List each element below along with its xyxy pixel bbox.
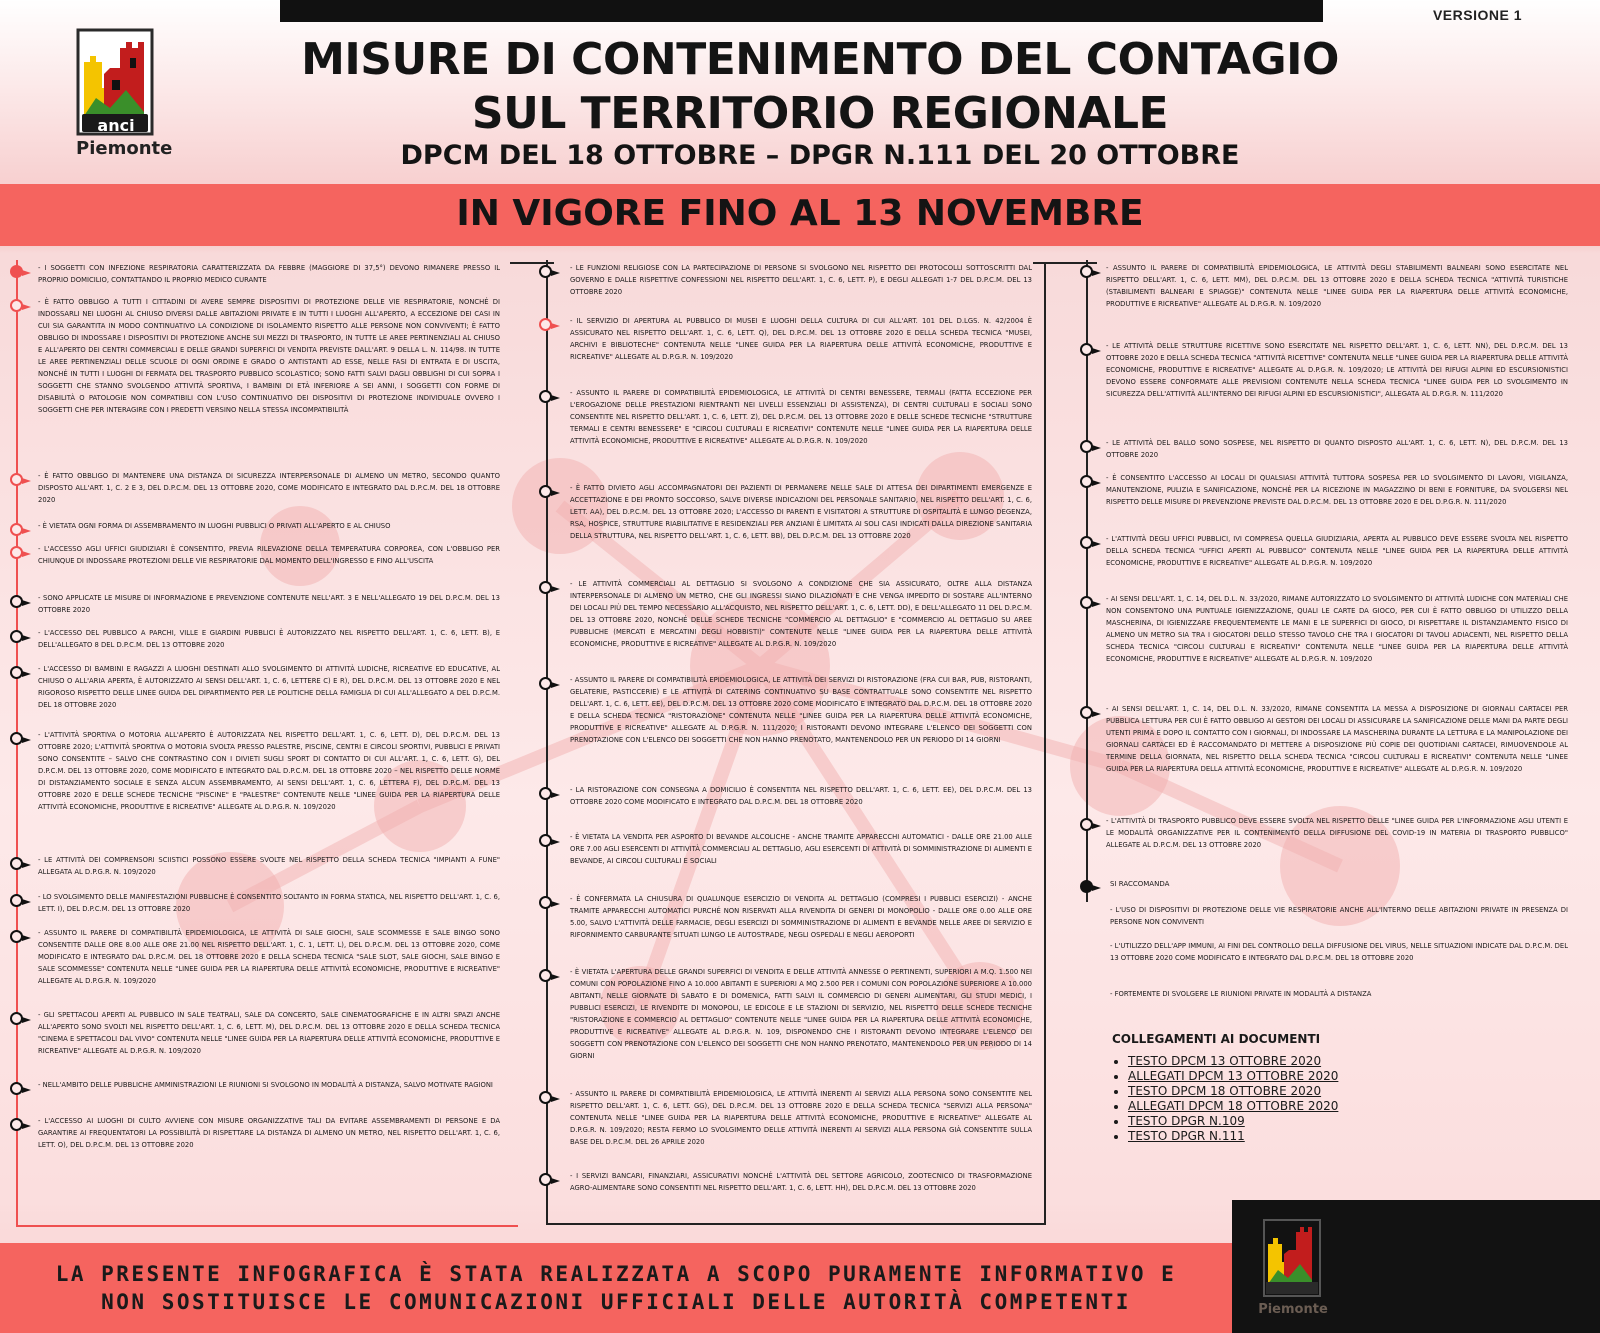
timeline-marker-icon (1080, 475, 1093, 488)
measure-item: - I SOGGETTI CON INFEZIONE RESPIRATORIA CARATTERIZZATA DA FEBBRE (MAGGIORE DI 37,5°) DEVONO RIMANERE PRESSO IL PROPRIO DOMICILIO, CONTATTANDO IL PROPRIO MEDICO CURANTE (38, 264, 500, 284)
measure-item: - LA RISTORAZIONE CON CONSEGNA A DOMICILIO È CONSENTITA NEL RISPETTO DELL'ART. 1, C. 6, LETT. EE), DEL D.P.C.M. DEL 13 OTTOBRE 2020 COME MODIFICATO E INTEGRATO DAL D.P.C.M. DEL 18 OTTOBRE 2020 (570, 786, 1032, 806)
measure-item: - È FATTO OBBLIGO DI MANTENERE UNA DISTANZA DI SICUREZZA INTERPERSONALE DI ALMENO UN METRO, SECONDO QUANTO DISPOSTO ALL'ART. 1, C. 2 E 3, DEL D.P.C.M. DEL 13 OTTOBRE 2020, COME MODIFICATO E INTEGRATO DAL D.P.C.M. DEL 18 OTTOBRE 2020 (38, 472, 500, 504)
timeline-marker-icon (10, 1118, 23, 1131)
column-right (1080, 262, 1568, 902)
timeline-marker-icon (539, 318, 552, 331)
timeline-marker-icon (10, 857, 23, 870)
column-middle (544, 262, 1032, 1225)
subtitle: DPCM DEL 18 OTTOBRE – DPGR N.111 DEL 20 OTTOBRE (400, 140, 1240, 171)
timeline-marker-icon (539, 485, 552, 498)
timeline-marker-icon (539, 677, 552, 690)
timeline-marker-icon (1080, 880, 1093, 893)
measure-item: - L'ATTIVITÀ DEGLI UFFICI PUBBLICI, IVI COMPRESA QUELLA GIUDIZIARIA, APERTA AL PUBBLICO DEVE ESSERE SVOLTA NEL RISPETTO DELLA SCHEDA TECNICA "UFFICI APERTI AL PUBBLICO" CONTENUTA NELLE "LINEE GUIDA PER LA RIAPERTURA DELLE ATTIVITÀ ECONOMICHE, PRODUTTIVE E RICREATIVE" ALLEGATE AL D.P.G.R. N. 109/2020 (1106, 535, 1568, 567)
measure-item: - ASSUNTO IL PARERE DI COMPATIBILITÀ EPIDEMIOLOGICA, LE ATTIVITÀ DEI SERVIZI DI RISTORAZIONE (FRA CUI BAR, PUB, RISTORANTI, GELATERIE, PASTICCERIE) E LE ATTIVITÀ DI CATERING CONTINUATIVO SU BASE CONTRATTUALE SONO CONSENTITE NEL RISPETTO DELL'ART. 1, C. 6, LETT. EE), DEL D.P.C.M. DEL 13 OTTOBRE 2020 COME MODIFICATO E INTEGRATO DAL D.P.C.M. DEL 18 OTTOBRE 2020 E DELLA SCHEDA TECNICA "RISTORAZIONE" CONTENUTA NELLE "LINEE GUIDA PER LA RIAPERTURA DELLE ATTIVITÀ ECONOMICHE, PRODUTTIVE E RICREATIVE" ALLEGATE AL D.P.G.R. N. 111/2020; I RISTORANTI DEVONO INTEGRARE L'ELENCO DEI SOGGETTI CON PRENOTAZIONE CON L'ELENCO DEI SOGGETTI CHE NON HANNO PRENOTATO, MANTENENDOLO PER UN PERIODO DI 14 GIORNI (570, 676, 1032, 744)
measure-item: - I SERVIZI BANCARI, FINANZIARI, ASSICURATIVI NONCHÉ L'ATTIVITÀ DEL SETTORE AGRICOLO, ZOOTECNICO DI TRASFORMAZIONE AGRO-ALIMENTARE SONO CONSENTITI NEL RISPETTO DELL'ART. 1, C. 6, LETT. HH), DEL D.P.C.M. DEL 13 OTTOBRE 2020 (570, 1172, 1032, 1192)
timeline-marker-icon (10, 299, 23, 312)
timeline-marker-icon (10, 630, 23, 643)
measure-item: - È CONFERMATA LA CHIUSURA DI QUALUNQUE ESERCIZIO DI VENDITA AL DETTAGLIO (COMPRESI I PUBBLICI ESERCIZI) - ANCHE TRAMITE APPARECCHI AUTOMATICI PURCHÉ NON RISERVATI ALLA RIVENDITA DI GENERI DI MONOPOLIO - DALLE ORE 0.00 ALLE ORE 5.00, SALVO L'ATTIVITÀ DELLE FARMACIE, DEGLI ESERCIZI DI SOMMINISTRAZIONE DI ALIMENTI E BEVANDE NELLE AREE DI SERVIZIO E RIFORNIMENTO CARBURANTE SITUATI LUNGO LE AUTOSTRADE, NEGLI OSPEDALI E NEGLI AEROPORTI (570, 895, 1032, 939)
main-title-line2: SUL TERRITORIO REGIONALE (471, 88, 1169, 139)
timeline-marker-icon (1080, 536, 1093, 549)
top-black-bar (280, 0, 1323, 22)
document-link[interactable]: • TESTO DPCM 13 OTTOBRE 2020 (1128, 1054, 1338, 1069)
timeline-marker-icon (539, 1091, 552, 1104)
footer-logo-text: Piemonte (1258, 1302, 1328, 1317)
document-link[interactable]: • TESTO DPCM 18 OTTOBRE 2020 (1128, 1084, 1338, 1099)
timeline-marker-icon (10, 930, 23, 943)
footer-line2: NON SOSTITUISCE LE COMUNICAZIONI UFFICIALI DELLE AUTORITÀ COMPETENTI (101, 1290, 1131, 1314)
footer-logo-box (1232, 1200, 1600, 1333)
measure-item: - NELL'AMBITO DELLE PUBBLICHE AMMINISTRAZIONI LE RIUNIONI SI SVOLGONO IN MODALITÀ A DISTANZA, SALVO MOTIVATE RAGIONI (38, 1081, 493, 1089)
anci-logo (76, 28, 172, 160)
measure-item: - LE ATTIVITÀ DELLE STRUTTURE RICETTIVE SONO ESERCITATE NEL RISPETTO DELL'ART. 1, C. 6, LETT. NN), DEL D.P.C.M. DEL 13 OTTOBRE 2020 E DELLA SCHEDA TECNICA "ATTIVITÀ RICETTIVE" CONTENUTA NELLE "LINEE GUIDA PER LA RIAPERTURA DELLE ATTIVITÀ ECONOMICHE, PRODUTTIVE E RICREATIVE" ALLEGATE AL D.P.G.R. N. 109/2020; LE ATTIVITÀ DEI RIFUGI ALPINI ED ESCURSIONISTICI DEVONO ESSERE CONFORMATE ALLE PREVISIONI CONTENUTE NELLA SCHEDA TECNICA "LINEE GUIDA PER LO SVOLGIMENTO IN SICUREZZA DELL'ATTIVITÀ ALL'INTERNO DEI RIFUGI ALPINI ED ESCURSIONISTICI", ALLEGATA AL D.P.G.R. N. 111/2020 (1106, 342, 1568, 398)
timeline-marker-icon (10, 732, 23, 745)
timeline-marker-icon (539, 896, 552, 909)
measure-item: - IL SERVIZIO DI APERTURA AL PUBBLICO DI MUSEI E LUOGHI DELLA CULTURA DI CUI ALL'ART. 101 DEL D.LGS. N. 42/2004 È ASSICURATO NEL RISPETTO DELL'ART. 1, C. 6, LETT. Q), DEL D.P.C.M. DEL 13 OTTOBRE 2020 E DELLA SCHEDA TECNICA "MUSEI, ARCHIVI E BIBLIOTECHE" CONTENUTA NELLE "LINEE GUIDA PER LA RIAPERTURA DELLE ATTIVITÀ ECONOMICHE, PRODUTTIVE E RICREATIVE" ALLEGATE AL D.P.G.R. N. 109/2020 (570, 317, 1032, 361)
timeline-marker-icon (10, 595, 23, 608)
document-link[interactable]: • ALLEGATI DPCM 13 OTTOBRE 2020 (1128, 1069, 1338, 1084)
timeline-marker-icon (10, 523, 23, 536)
entries-middle (544, 262, 1032, 1225)
document-link[interactable]: • TESTO DPGR N.109 (1128, 1114, 1338, 1129)
timeline-marker-icon (10, 1012, 23, 1025)
timeline-marker-icon (539, 390, 552, 403)
timeline-marker-icon (1080, 706, 1093, 719)
measure-item: - ASSUNTO IL PARERE DI COMPATIBILITÀ EPIDEMIOLOGICA, LE ATTIVITÀ DI CENTRI BENESSERE, TERMALI (FATTA ECCEZIONE PER L'EROGAZIONE DELLE PRESTAZIONI RIENTRANTI NEI LIVELLI ESSENZIALI DI ASSISTENZA), DI CENTRI CULTURALI E SOCIALI SONO CONSENTITE NEL RISPETTO DELL'ART. 1, C. 6, LETT. Z), DEL D.P.C.M. DEL 13 OTTOBRE 2020 E DELLE SCHEDE TECNICHE "STRUTTURE TERMALI E CENTRI BENESSERE" E "CIRCOLI CULTURALI E RICREATIVI" CONTENUTE NELLE "LINEE GUIDA PER LA RIAPERTURA DELLE ATTIVITÀ ECONOMICHE, PRODUTTIVE E RICREATIVE" ALLEGATE AL D.P.G.R. N. 109/2020 (570, 389, 1032, 445)
measure-item: - LE ATTIVITÀ DEI COMPRENSORI SCIISTICI POSSONO ESSERE SVOLTE NEL RISPETTO DELLA SCHEDA TECNICA "IMPIANTI A FUNE" ALLEGATA AL D.P.G.R. N. 109/2020 (38, 856, 500, 876)
timeline-marker-icon (10, 666, 23, 679)
measure-item: - LE ATTIVITÀ DEL BALLO SONO SOSPESE, NEL RISPETTO DI QUANTO DISPOSTO ALL'ART. 1, C. 6, LETT. N), DEL D.P.C.M. DEL 13 OTTOBRE 2020 (1106, 439, 1568, 459)
recommend-item: - L'USO DI DISPOSITIVI DI PROTEZIONE DELLE VIE RESPIRATORIE ANCHE ALL'INTERNO DELLE ABITAZIONI PRIVATE IN PRESENZA DI PERSONE NON CONVIVENTI (1110, 906, 1568, 926)
timeline-marker-icon (539, 834, 552, 847)
measure-item: - AI SENSI DELL'ART. 1, C. 14, DEL D.L. N. 33/2020, RIMANE CONSENTITA LA MESSA A DISPOSIZIONE DI GIORNALI CARTACEI PER PUBBLICA LETTURA PER CUI È FATTO OBBLIGO AI GESTORI DEI LOCALI DI ASSICURARE LA SANIFICAZIONE DELLE MANI DA PARTE DEGLI UTENTI PRIMA E DOPO IL CONTATTO CON I GIORNALI, DI INDOSSARE LA MASCHERINA DURANTE LA LETTURA E LA MANIPOLAZIONE DEI GIORNALI CARTACEI ED È RACCOMANDATO DI METTERE A DISPOSIZIONE PIÙ COPIE DEI QUOTIDIANI CARTACEI, RIMUOVENDOLE AL TERMINE DELLA GIORNATA, NEL RISPETTO DELLA SCHEDA TECNICA "CIRCOLI CULTURALI E RICREATIVI" CONTENUTA NELLE "LINEE GUIDA PER LA RIAPERTURA DELLA ATTIVITÀ ECONOMICHE, PRODUTTIVE E RICREATIVE" ALLEGATE AL D.P.G.R. N. 109/2020 (1106, 705, 1568, 773)
measure-item: - L'ACCESSO AGLI UFFICI GIUDIZIARI È CONSENTITO, PREVIA RILEVAZIONE DELLA TEMPERATURA CORPOREA, CON L'OBBLIGO PER CHIUNQUE DI INDOSSARE PROTEZIONI DELLE VIE RESPIRATORIE DAL MOMENTO DELL'INGRESSO E FINO ALL'USCITA (38, 545, 500, 565)
entries-right (1080, 262, 1568, 902)
recommend-item: - FORTEMENTE DI SVOLGERE LE RIUNIONI PRIVATE IN MODALITÀ A DISTANZA (1110, 990, 1372, 998)
timeline-marker-icon (1080, 265, 1093, 278)
timeline-marker-icon (539, 581, 552, 594)
measure-item: - L'ACCESSO DEL PUBBLICO A PARCHI, VILLE E GIARDINI PUBBLICI È AUTORIZZATO NEL RISPETTO DELL'ART. 1, C. 6, LETT. B), E DELL'ALLEGATO 8 DEL D.P.C.M. DEL 13 OTTOBRE 2020 (38, 629, 500, 649)
measure-item: - SONO APPLICATE LE MISURE DI INFORMAZIONE E PREVENZIONE CONTENUTE NELL'ART. 3 E NELL'ALLEGATO 19 DEL D.P.C.M. DEL 13 OTTOBRE 2020 (38, 594, 500, 614)
measure-item: - È FATTO DIVIETO AGLI ACCOMPAGNATORI DEI PAZIENTI DI PERMANERE NELLE SALE DI ATTESA DEI DIPARTIMENTI EMERGENZE E ACCETTAZIONE E DEI PRONTO SOCCORSO, SALVE DIVERSE INDICAZIONI DEL PERSONALE SANITARIO, NEL RISPETTO DELL'ART. 1, C. 6, LETT. AA), DEL D.P.C.M. DEL 13 OTTOBRE 2020; L'ACCESSO DI PARENTI E VISITATORI A STRUTTURE DI OSPITALITÀ E LUNGO DEGENZA, RSA, HOSPICE, STRUTTURE RIABILITATIVE E RESIDENZIALI PER ANZIANI È LIMITATA AI SOLI CASI INDICATI DALLA DIREZIONE SANITARIA DELLA STRUTTURA, NEL RISPETTO DELL'ART. 1, C. 6, LETT. BB), DEL D.P.C.M. DEL 13 OTTOBRE 2020 (570, 484, 1032, 540)
measure-item: - ASSUNTO IL PARERE DI COMPATIBILITÀ EPIDEMIOLOGICA, LE ATTIVITÀ DI SALE GIOCHI, SALE SCOMMESSE E SALE BINGO SONO CONSENTITE DALLE ORE 8.00 ALLE ORE 21.00 NEL RISPETTO DELL'ART. 1, C. 1, LETT. L), DEL D.P.C.M. DEL 13 OTTOBRE 2020, COME MODIFICATO E INTEGRATO DAL D.P.C.M. DEL 18 OTTOBRE 2020 E DELLA SCHEDA TECNICA "SALE SLOT, SALE GIOCHI, SALE BINGO E SALE SCOMMESSE" CONTENUTA NELLE "LINEE GUIDA PER LA RIAPERTURA DELLE ATTIVITÀ ECONOMICHE, PRODUTTIVE E RICREATIVE" ALLEGATE AL D.P.G.R. N. 109/2020 (38, 929, 500, 985)
entries-left (12, 262, 500, 1227)
measure-item: - È CONSENTITO L'ACCESSO AI LOCALI DI QUALSIASI ATTIVITÀ TUTTORA SOSPESA PER LO SVOLGIMENTO DI LAVORI, VIGILANZA, MANUTENZIONE, PULIZIA E SANIFICAZIONE, NONCHÉ PER LA RICEZIONE IN MAGAZZINO DI BENI E FORNITURE, DA SVOLGERSI NEL RISPETTO DELLE MISURE DI PREVENZIONE PREVISTE DAL D.P.C.M. DEL 13 OTTOBRE 2020 E DEL D.P.G.R. N. 111/2020 (1106, 474, 1568, 506)
castle-icon (1262, 1218, 1322, 1298)
timeline-marker-icon (1080, 818, 1093, 831)
version-label: VERSIONE 1 (1432, 7, 1522, 23)
measure-item: - L'ATTIVITÀ DI TRASPORTO PUBBLICO DEVE ESSERE SVOLTA NEL RISPETTO DELLE "LINEE GUIDA PER L'INFORMAZIONE AGLI UTENTI E LE MODALITÀ ORGANIZZATIVE PER IL CONTENIMENTO DELLA DIFFUSIONE DEL COVID-19 IN MATERIA DI TRASPORTO PUBBLICO" ALLEGATE AL D.P.C.M. DEL 13 OTTOBRE 2020 (1106, 817, 1568, 849)
measure-item: - È VIETATA L'APERTURA DELLE GRANDI SUPERFICI DI VENDITA E DELLE ATTIVITÀ ANNESSE O PERTINENTI, SUPERIORI A M.Q. 1.500 NEI COMUNI CON POPOLAZIONE FINO A 10.000 ABITANTI E SUPERIORI A MQ 2.500 PER I COMUNI CON POPOLAZIONE SUPERIORE A 10.000 ABITANTI, NELLE GIORNATE DI SABATO E DI DOMENICA, FATTI SALVI IL COMMERCIO DI GENERI ALIMENTARI, GLI STUDI MEDICI, I PUBBLICI ESERCIZI, LE RIVENDITE DI MONOPOLI, LE EDICOLE E LE STAZIONI DI SERVIZIO, NEL RISPETTO DELLE SCHEDE TECNICHE "RISTORAZIONE E COMMERCIO AL DETTAGLIO" CONTENUTE NELLE "LINEE GUIDA PER LA RIAPERTURA DELLE ATTIVITÀ ECONOMICHE, PRODUTTIVE E RICREATIVE" ALLEGATE AL D.P.G.R. N. 109, DISPONENDO CHE I RISTORANTI DEVONO INTEGRARE L'ELENCO DEI SOGGETTI CON PRENOTAZIONE CON L'ELENCO DEI SOGGETTI CHE NON HANNO PRENOTATO, MANTENENDOLO PER UN PERIODO DI 14 GIORNI (570, 968, 1032, 1060)
timeline-right-middle (1044, 262, 1046, 1225)
documents-title: COLLEGAMENTI AI DOCUMENTI (1112, 1032, 1321, 1046)
measure-item: - L'ACCESSO DI BAMBINI E RAGAZZI A LUOGHI DESTINATI ALLO SVOLGIMENTO DI ATTIVITÀ LUDICHE, RICREATIVE ED EDUCATIVE, AL CHIUSO O ALL'ARIA APERTA, È AUTORIZZATO AI SENSI DELL'ART. 1, C. 6, LETTERE C) E R), DEL D.P.C.M. DEL 13 OTTOBRE 2020 E NEL RIGOROSO RISPETTO DELLE LINEE GUIDA DEL DIPARTIMENTO PER LE POLITICHE DELLA FAMIGLIA DI CUI ALL'ALLEGATO A DEL D.P.C.M. DEL 18 OTTOBRE 2020 (38, 665, 500, 709)
timeline-marker-icon (1080, 596, 1093, 609)
timeline-marker-icon (10, 1082, 23, 1095)
measure-item: - È VIETATA OGNI FORMA DI ASSEMBRAMENTO IN LUOGHI PUBBLICI O PRIVATI ALL'APERTO E AL CHIUSO (38, 522, 391, 530)
main-title-line1: MISURE DI CONTENIMENTO DEL CONTAGIO (301, 34, 1339, 85)
measure-item: - LE ATTIVITÀ COMMERCIALI AL DETTAGLIO SI SVOLGONO A CONDIZIONE CHE SIA ASSICURATO, OLTRE ALLA DISTANZA INTERPERSONALE DI ALMENO UN METRO, CHE GLI INGRESSI SIANO DILAZIONATI E CHE VENGA IMPEDITO DI SOSTARE ALL'INTERNO DEI LOCALI PIÙ DEL TEMPO NECESSARIO ALL'ACQUISTO, NEL RISPETTO DELL'ART. 1, C. 6, LETT. DD), E DELL'ALLEGATO 11 DEL D.P.C.M. DEL 13 OTTOBRE 2020, NONCHÉ DELLE SCHEDE TECNICHE "COMMERCIO AL DETTAGLIO" E "COMMERCIO AL DETTAGLIO SU AREE PUBBLICHE (MERCATI E MERCATINI DEGLI HOBBISTI)" CONTENUTE NELLE "LINEE GUIDA PER LA RIAPERTURA DELLE ATTIVITÀ ECONOMICHE, PRODUTTIVE E RICREATIVE" ALLEGATE AL D.P.G.R. N. 109/2020 (570, 580, 1032, 648)
document-link[interactable]: • TESTO DPGR N.111 (1128, 1129, 1338, 1144)
measure-item: - È VIETATA LA VENDITA PER ASPORTO DI BEVANDE ALCOLICHE - ANCHE TRAMITE APPARECCHI AUTOMATICI - DALLE ORE 21.00 ALLE ORE 7.00 AGLI ESERCENTI DI ATTIVITÀ COMMERCIALI AL DETTAGLIO, AGLI ESERCENTI DI ATTIVITÀ DI SOMMINISTRAZIONE DI ALIMENTI E BEVANDE, AI CIRCOLI CULTURALI E SOCIALI (570, 833, 1032, 865)
logo-label: anci (97, 116, 135, 135)
timeline-marker-icon (10, 265, 23, 278)
recommend-title: SI RACCOMANDA (1110, 880, 1170, 888)
measure-item: - ASSUNTO IL PARERE DI COMPATIBILITÀ EPIDEMIOLOGICA, LE ATTIVITÀ DEGLI STABILIMENTI BALNEARI SONO ESERCITATE NEL RISPETTO DELL'ART. 1, C. 6, LETT. MM), DEL D.P.C.M. DEL 13 OTTOBRE 2020 E DELLA SCHEDA TECNICA "ATTIVITÀ TURISTICHE (STABILIMENTI BALNEARI E SPIAGGE)" CONTENUTA NELLE "LINEE GUIDA PER LA RIAPERTURA DELLE ATTIVITÀ ECONOMICHE, PRODUTTIVE E RICREATIVE" ALLEGATE AL D.P.G.R. N. 109/2020 (1106, 264, 1568, 308)
measure-item: - ASSUNTO IL PARERE DI COMPATIBILITÀ EPIDEMIOLOGICA, LE ATTIVITÀ INERENTI AI SERVIZI ALLA PERSONA SONO CONSENTITE NEL RISPETTO DELL'ART. 1, C. 6, LETT. GG), DEL D.P.C.M. DEL 13 OTTOBRE 2020 E DELLA SCHEDA TECNICA "SERVIZI ALLA PERSONA" CONTENUTA NELLE "LINEE GUIDA PER LA RIAPERTURA DELLE ATTIVITÀ ECONOMICHE, PRODUTTIVE E RICREATIVE" ALLEGATE AL D.P.G.R. N. 109/2020; RESTA FERMO LO SVOLGIMENTO DELLE ATTIVITÀ INERENTI AI SERVIZI ALLA PERSONA GIÀ CONSENTITE SULLA BASE DEL D.P.C.M. DEL 26 APRILE 2020 (570, 1090, 1032, 1146)
document-link[interactable]: • ALLEGATI DPCM 18 OTTOBRE 2020 (1128, 1099, 1338, 1114)
timeline-marker-icon (1080, 343, 1093, 356)
timeline-marker-icon (539, 1173, 552, 1186)
documents-list (1112, 1054, 1338, 1144)
measure-item: - L'ACCESSO AI LUOGHI DI CULTO AVVIENE CON MISURE ORGANIZZATIVE TALI DA EVITARE ASSEMBRAMENTI DI PERSONE E DA GARANTIRE AI FREQUENTATORI LA POSSIBILITÀ DI RISPETTARE LA DISTANZA DI ALMENO UN METRO, NEL RISPETTO DELL'ART. 1, C. 6, LETT. O), DEL D.P.C.M. DEL 13 OTTOBRE 2020 (38, 1117, 500, 1149)
timeline-marker-icon (1080, 440, 1093, 453)
recommend-item: - L'UTILIZZO DELL'APP IMMUNI, AI FINI DEL CONTROLLO DELLA DIFFUSIONE DEL VIRUS, NELLE SITUAZIONI INDICATE DAL D.P.C.M. DEL 13 OTTOBRE 2020 COME MODIFICATO E INTEGRATO DAL D.P.C.M. DEL 18 OTTOBRE 2020 (1110, 942, 1568, 962)
timeline-marker-icon (10, 546, 23, 559)
measure-item: - È FATTO OBBLIGO A TUTTI I CITTADINI DI AVERE SEMPRE DISPOSITIVI DI PROTEZIONE DELLE VIE RESPIRATORIE, NONCHÉ DI INDOSSARLI NEI LUOGHI AL CHIUSO DIVERSI DALLE ABITAZIONI PRIVATE E IN TUTTI I LUOGHI ALL'APERTO, A ECCEZIONE DEI CASI IN CUI SIA GARANTITA IN MODO CONTINUATIVO LA CONDIZIONE DI ISOLAMENTO RISPETTO ALLE PERSONE NON CONVIVENTI; È FATTO OBBLIGO DI INDOSSARE I DISPOSITIVI DI PROTEZIONE ANCHE SUI MEZZI DI TRASPORTO, IN TUTTE LE AREE PERTINENZIALI AL CHIUSO E ALL'APERTO DEI CENTRI COMMERCIALI E DELLE GRANDI SUPERFICI DI VENDITA PREVISTE DALL'ART. 9 DELLA L. N. 114/98. IN TUTTE LE AREE PERTINENZIALI DELLE SCUOLE DI OGNI ORDINE E GRADO O ANTISTANTI AD ESSE, NELLE FASI DI ENTRATA E DI USCITA, NONCHÉ IN TUTTI I LUOGHI DI FERMATA DEL TRASPORTO PUBBLICO SCOLASTICO; SONO FATTI SALVI DAGLI OBBLIGHI DI CUI SOPRA I SOGGETTI CHE STANNO SVOLGENDO ATTIVITÀ SPORTIVA, I BAMBINI DI ETÀ INFERIORE A SEI ANNI, I SOGGETTI CON FORME DI DISABILITÀ O PATOLOGIE NON COMPATIBILI CON L'USO CONTINUATIVO DEI DISPOSITIVI DI PROTEZIONE INDIVIDUALE OVVERO I SOGGETTI CHE PER INTERAGIRE CON I PREDETTI VERSINO NELLA STESSA INCOMPATIBILITÀ (38, 298, 500, 414)
column-left (12, 262, 500, 1227)
measure-item: - LE FUNZIONI RELIGIOSE CON LA PARTECIPAZIONE DI PERSONE SI SVOLGONO NEL RISPETTO DEI PROTOCOLLI SOTTOSCRITTI DAL GOVERNO E DALLE RISPETTIVE CONFESSIONI NEL RISPETTO DELL'ART. 1, C. 6, LETT. P), E DEGLI ALLEGATI 1-7 DEL D.P.C.M. DEL 13 OTTOBRE 2020 (570, 264, 1032, 296)
footer-disclaimer (0, 1260, 1232, 1316)
logo-text: Piemonte (76, 138, 173, 159)
validity-text: IN VIGORE FINO AL 13 NOVEMBRE (456, 193, 1144, 234)
measure-item: - AI SENSI DELL'ART. 1, C. 14, DEL D.L. N. 33/2020, RIMANE AUTORIZZATO LO SVOLGIMENTO DI ATTIVITÀ LUDICHE CON MATERIALI CHE NON CONSENTONO UNA PUNTUALE IGIENIZZAZIONE, QUALI LE CARTE DA GIOCO, PER CUI È FATTO OBBLIGO DI UTILIZZO DELLA MASCHERINA, DI IGIENIZZARE FREQUENTEMENTE LE MANI E LE SUPERFICI DI GIOCO, DI RISPETTARE IL DISTANZIAMENTO FISICO DI ALMENO UN METRO SIA TRA I GIOCATORI DELLO STESSO TAVOLO CHE TRA I GIOCATORI DI TAVOLI ADIACENTI, NEL RISPETTO DELLA SCHEDA TECNICA "CIRCOLI CULTURALI E RICREATIVI" CONTENUTA NELLE "LINEE GUIDA PER LA RIAPERTURA DELLE ATTIVITÀ ECONOMICHE, PRODUTTIVE E RICREATIVE" ALLEGATE AL D.P.G.R. N. 109/2020 (1106, 595, 1568, 663)
timeline-marker-icon (539, 265, 552, 278)
footer-line1: LA PRESENTE INFOGRAFICA È STATA REALIZZATA A SCOPO PURAMENTE INFORMATIVO E (55, 1262, 1177, 1286)
measure-item: - GLI SPETTACOLI APERTI AL PUBBLICO IN SALE TEATRALI, SALE DA CONCERTO, SALE CINEMATOGRAFICHE E IN ALTRI SPAZI ANCHE ALL'APERTO SONO SVOLTI NEL RISPETTO DELL'ART. 1, C. 6, LETT. M), DEL D.P.C.M. DEL 13 OTTOBRE 2020 E DELLA SCHEDA TECNICA "CINEMA E SPETTACOLI DAL VIVO" CONTENUTA NELLE "LINEE GUIDA PER LA RIAPERTURA DELLE ATTIVITÀ ECONOMICHE, PRODUTTIVE E RICREATIVE" ALLEGATE AL D.P.G.R. N. 109/2020 (38, 1011, 500, 1055)
measure-item: - LO SVOLGIMENTO DELLE MANIFESTAZIONI PUBBLICHE È CONSENTITO SOLTANTO IN FORMA STATICA, NEL RISPETTO DELL'ART. 1, C. 6, LETT. I), DEL D.P.C.M. DEL 13 OTTOBRE 2020 (38, 893, 500, 913)
timeline-marker-icon (539, 969, 552, 982)
timeline-marker-icon (539, 787, 552, 800)
timeline-marker-icon (10, 894, 23, 907)
timeline-marker-icon (10, 473, 23, 486)
measure-item: - L'ATTIVITÀ SPORTIVA O MOTORIA ALL'APERTO È AUTORIZZATA NEL RISPETTO DELL'ART. 1, C. 6, LETT. D), DEL D.P.C.M. DEL 13 OTTOBRE 2020; L'ATTIVITÀ SPORTIVA O MOTORIA SVOLTA PRESSO PALESTRE, PISCINE, CENTRI E CIRCOLI SPORTIVI, PUBBLICI E PRIVATI SONO CONSENTITE – SALVO CHE CONTRASTINO CON I DIVIETI SUGLI SPORT DI CONTATTO DI CUI ALL'ART. 1, C. 6, LETT. G), DEL D.P.C.M. DEL 13 OTTOBRE 2020, COME MODIFICATO E INTEGRATO DAL D.P.C.M. DEL 18 OTTOBRE 2020 – NEL RISPETTO DELLE NORME DI DISTANZIAMENTO SOCIALE E SENZA ALCUN ASSEMBRAMENTO, AI SENSI DELL'ART. 1, C. 6, LETTERA F), DEL D.P.C.M. DEL 13 OTTOBRE 2020 E DELLE SCHEDE TECNICHE "PISCINE" E "PALESTRE" CONTENUTE NELLE "LINEE GUIDA PER LA RIAPERTURA DELLE ATTIVITÀ ECONOMICHE, PRODUTTIVE E RICREATIVE" ALLEGATE AL D.P.G.R. N. 109/2020 (38, 731, 500, 811)
